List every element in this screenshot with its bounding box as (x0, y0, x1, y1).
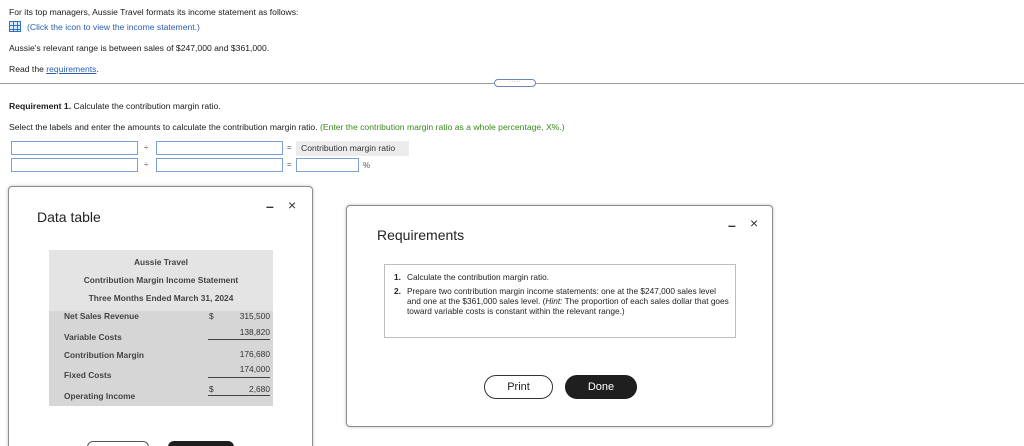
row-label-contribution-margin: Contribution Margin (64, 350, 145, 360)
underline-fixed-costs (208, 377, 270, 378)
data-table-button-stub-right[interactable] (168, 441, 234, 446)
requirement-item-1: 1. Calculate the contribution margin ratio. (394, 272, 550, 282)
ratio-result-input[interactable] (296, 158, 359, 172)
minimize-icon[interactable]: – (266, 198, 274, 214)
numerator-label-select-row1[interactable] (11, 141, 138, 155)
statement-period: Three Months Ended March 31, 2024 (88, 293, 234, 303)
requirements-title: Requirements (377, 227, 465, 243)
row-value-operating-income: 2,680 (249, 384, 270, 394)
print-button[interactable]: Print (484, 375, 553, 399)
requirement-instruction: Select the labels and enter the amounts to calculate the contribution margin ratio. (Enter the contribution margin ratio as a whole percentage, X%.) (9, 122, 565, 132)
data-table-title: Data table (37, 209, 101, 225)
divide-sign-row2: ÷ (144, 160, 149, 169)
read-requirements-line: Read the requirements. (9, 64, 99, 74)
problem-intro: For its top managers, Aussie Travel formats its income statement as follows: (9, 7, 299, 17)
row-value-variable-costs: 138,820 (239, 327, 270, 337)
row-label-variable-costs: Variable Costs (64, 332, 122, 342)
row-label-fixed-costs: Fixed Costs (64, 370, 112, 380)
close-icon[interactable]: × (750, 215, 759, 231)
requirements-list (384, 264, 736, 338)
percent-sign: % (363, 161, 371, 170)
done-button[interactable]: Done (565, 375, 637, 399)
income-statement-table (49, 250, 273, 406)
spreadsheet-icon[interactable] (9, 21, 21, 32)
requirement-item-2: 2. Prepare two contribution margin income statements: one at the $247,000 sales level and one at the $361,000 sales level. (Hint: The proportion of each sales dollar that goes toward variable costs is constant within the relevant range.) (394, 286, 729, 316)
denominator-amount-input-row2[interactable] (156, 158, 283, 172)
company-name: Aussie Travel (133, 257, 188, 267)
denominator-label-select-row1[interactable] (156, 141, 283, 155)
row-currency-operating-income: $ (209, 384, 214, 394)
row-value-net-sales: 315,500 (239, 311, 270, 321)
row-value-contribution-margin: 176,680 (239, 349, 270, 359)
data-table-button-stub-left[interactable] (87, 441, 149, 446)
row-label-net-sales: Net Sales Revenue (64, 311, 139, 321)
requirements-link[interactable]: requirements (46, 64, 97, 74)
row-currency-net-sales: $ (209, 311, 214, 321)
minimize-icon[interactable]: – (728, 217, 736, 233)
underline-variable-costs (208, 339, 270, 340)
equals-sign-row2: = (287, 160, 292, 169)
row-label-operating-income: Operating Income (64, 391, 136, 401)
relevant-range-text: Aussie's relevant range is between sales of $247,000 and $361,000. (9, 43, 270, 53)
equals-sign-row1: = (287, 143, 292, 152)
income-statement-link[interactable]: (Click the icon to view the income statement.) (27, 22, 200, 32)
divide-sign-row1: ÷ (144, 143, 149, 152)
statement-title: Contribution Margin Income Statement (83, 275, 239, 285)
close-icon[interactable]: × (288, 197, 297, 213)
row-value-fixed-costs: 174,000 (239, 364, 270, 374)
requirement-heading: Requirement 1. Calculate the contribution margin ratio. (9, 101, 221, 111)
divider-handle[interactable]: ····· (494, 79, 536, 87)
requirement-hint: (Enter the contribution margin ratio as a whole percentage, X%.) (320, 122, 565, 132)
contribution-margin-ratio-label: Contribution margin ratio (296, 141, 409, 156)
double-underline-operating-income (208, 395, 270, 396)
numerator-amount-input-row2[interactable] (11, 158, 138, 172)
